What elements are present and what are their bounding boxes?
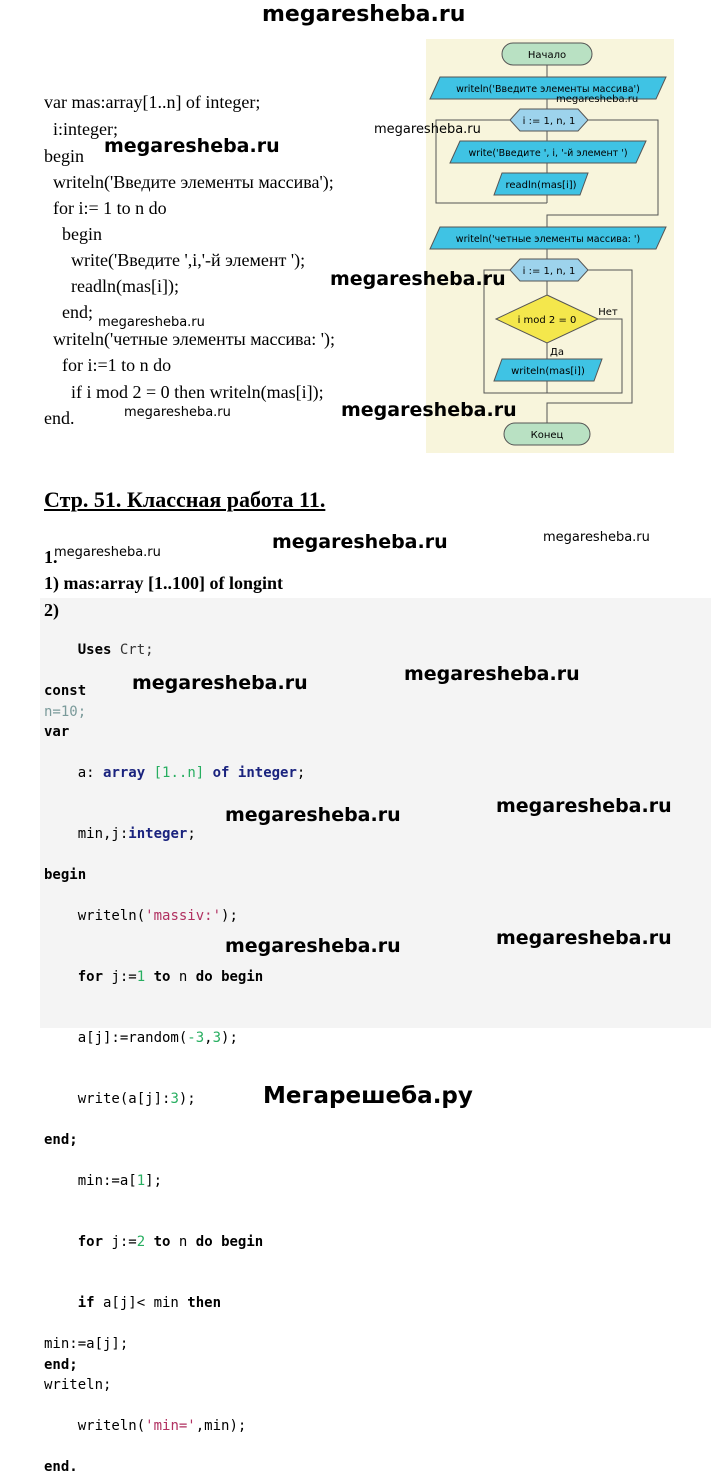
loop1-label: i := 1, n, 1 [522,116,576,127]
code-line: writeln; [44,1377,112,1394]
code-token [145,1234,153,1250]
program1-line: end. [44,408,75,428]
code-token [213,969,221,985]
watermark: megaresheba.ru [341,399,517,421]
code-token: for [77,968,104,985]
code-token: ); [221,1030,238,1047]
code-token: a: [77,764,104,781]
output-writeln-label: writeln('Введите элементы массива') [456,84,640,95]
watermark: megaresheba.ru [54,545,161,560]
output-even-label: writeln('четные элементы массива: ') [455,234,641,245]
code-line [44,1395,305,1456]
code-line: min:=a[j]; [44,1336,129,1353]
code-token: ; [187,826,196,843]
condition-label: i mod 2 = 0 [517,315,577,326]
watermark: megaresheba.ru [124,405,231,420]
program1-line: readln(mas[i]); [44,276,179,296]
code-token: for [77,1234,104,1251]
program1-line: end; [44,302,93,322]
code-token: 2 [136,1234,146,1251]
code-token: n [170,1234,196,1251]
code-token: a[j]< min [94,1295,188,1312]
program1-line: write('Введите ',i,'-й элемент '); [44,250,306,270]
watermark: megaresheba.ru [272,531,448,553]
output-write-label: write('Введите ', i, '-й элемент ') [468,148,628,159]
code-line [44,1008,305,1069]
code-line: const [44,683,87,700]
code-token [145,969,153,985]
footer-brand: Мегарешеба.ру [263,1083,473,1109]
code-token: min,j: [77,826,129,843]
watermark: megaresheba.ru [225,804,401,826]
code-token: j:= [103,968,137,985]
code-token: j:= [103,1234,137,1251]
code-line: var [44,724,70,741]
code-token: Crt; [119,642,154,659]
code-token: ); [221,907,238,924]
code-token: begin [221,1234,264,1251]
start-label: Начало [527,50,567,61]
code-token [229,765,237,781]
program1-line: for i:= 1 to n do [44,198,167,218]
program1-line: begin [44,146,84,166]
watermark: megaresheba.ru [556,94,639,105]
code-token: begin [221,968,264,985]
watermark: megaresheba.ru [496,795,672,817]
section-heading: Стр. 51. Классная работа 11. [44,487,326,512]
code-token: write(a[j]: [77,1091,171,1108]
code-line [44,1212,305,1273]
code-token: a[j]:=random( [77,1030,188,1047]
output-mas-label: writeln(mas[i]) [511,366,585,377]
code-token: 'massiv:' [145,907,222,924]
item-number: 1. [44,547,58,567]
code-line: end; [44,1132,78,1149]
code-token: , [204,1030,213,1047]
code-token: then [187,1295,222,1312]
code-token: writeln( [77,907,146,924]
code-token: integer [128,826,188,843]
code-token: array [103,764,146,781]
code-token: 'min=' [145,1417,196,1434]
top-watermark: megaresheba.ru [262,2,466,27]
code-token: ); [178,1091,196,1108]
code-line: begin [44,866,87,883]
code-token: 1 [136,1172,146,1189]
watermark: megaresheba.ru [543,530,650,545]
watermark: megaresheba.ru [225,935,401,957]
program1-line: var mas:array[1..n] of integer; [44,92,261,112]
watermark: megaresheba.ru [330,268,506,290]
code-token: ,min); [195,1417,247,1434]
watermark: megaresheba.ru [374,122,481,137]
answer-1: 1) mas:array [1..100] of longint [44,573,283,593]
program1-line: writeln('четные элементы массива: '); [44,329,336,349]
code-token: ; [296,764,306,781]
code-token: integer [237,764,297,781]
loop2-label: i := 1, n, 1 [522,266,576,277]
program1-line: i:integer; [44,119,118,139]
code-token: 3 [212,1030,222,1047]
no-label: Нет [598,307,618,318]
code-line [44,742,305,803]
program1-line: begin [44,224,102,244]
answer-2-label: 2) [44,600,59,620]
code-token: if [77,1295,95,1312]
code-token: n [170,968,196,985]
code-token: -3 [187,1030,205,1047]
code-token: min:=a[ [77,1172,137,1189]
program1-line: writeln('Введите элементы массива'); [44,172,334,192]
input-readln-label: readln(mas[i]) [505,180,577,191]
program2-source [44,620,305,1477]
watermark: megaresheba.ru [104,135,280,157]
code-token: to [153,968,171,985]
watermark: megaresheba.ru [404,663,580,685]
code-token: ]; [145,1172,163,1189]
code-token: to [153,1234,171,1251]
code-line [44,1151,305,1212]
code-line: end; [44,1356,78,1373]
watermark: megaresheba.ru [132,672,308,694]
yes-label: Да [550,347,564,358]
code-token: Uses [77,642,112,659]
code-token [213,1234,221,1250]
code-token: [1..n] [145,764,213,781]
program1-line: if i mod 2 = 0 then writeln(mas[i]); [44,382,324,402]
code-line [44,1273,305,1334]
code-token: of [212,764,230,781]
code-token: 1 [136,968,146,985]
watermark: megaresheba.ru [98,315,205,330]
program1-line: for i:=1 to n do [44,355,172,375]
code-token: writeln( [77,1417,146,1434]
code-token: do [195,1234,213,1251]
code-token: 3 [170,1091,179,1108]
code-line: n=10; [44,703,87,720]
code-token: do [195,968,213,985]
watermark: megaresheba.ru [496,927,672,949]
code-line: end. [44,1458,78,1475]
end-label: Конец [530,430,564,441]
